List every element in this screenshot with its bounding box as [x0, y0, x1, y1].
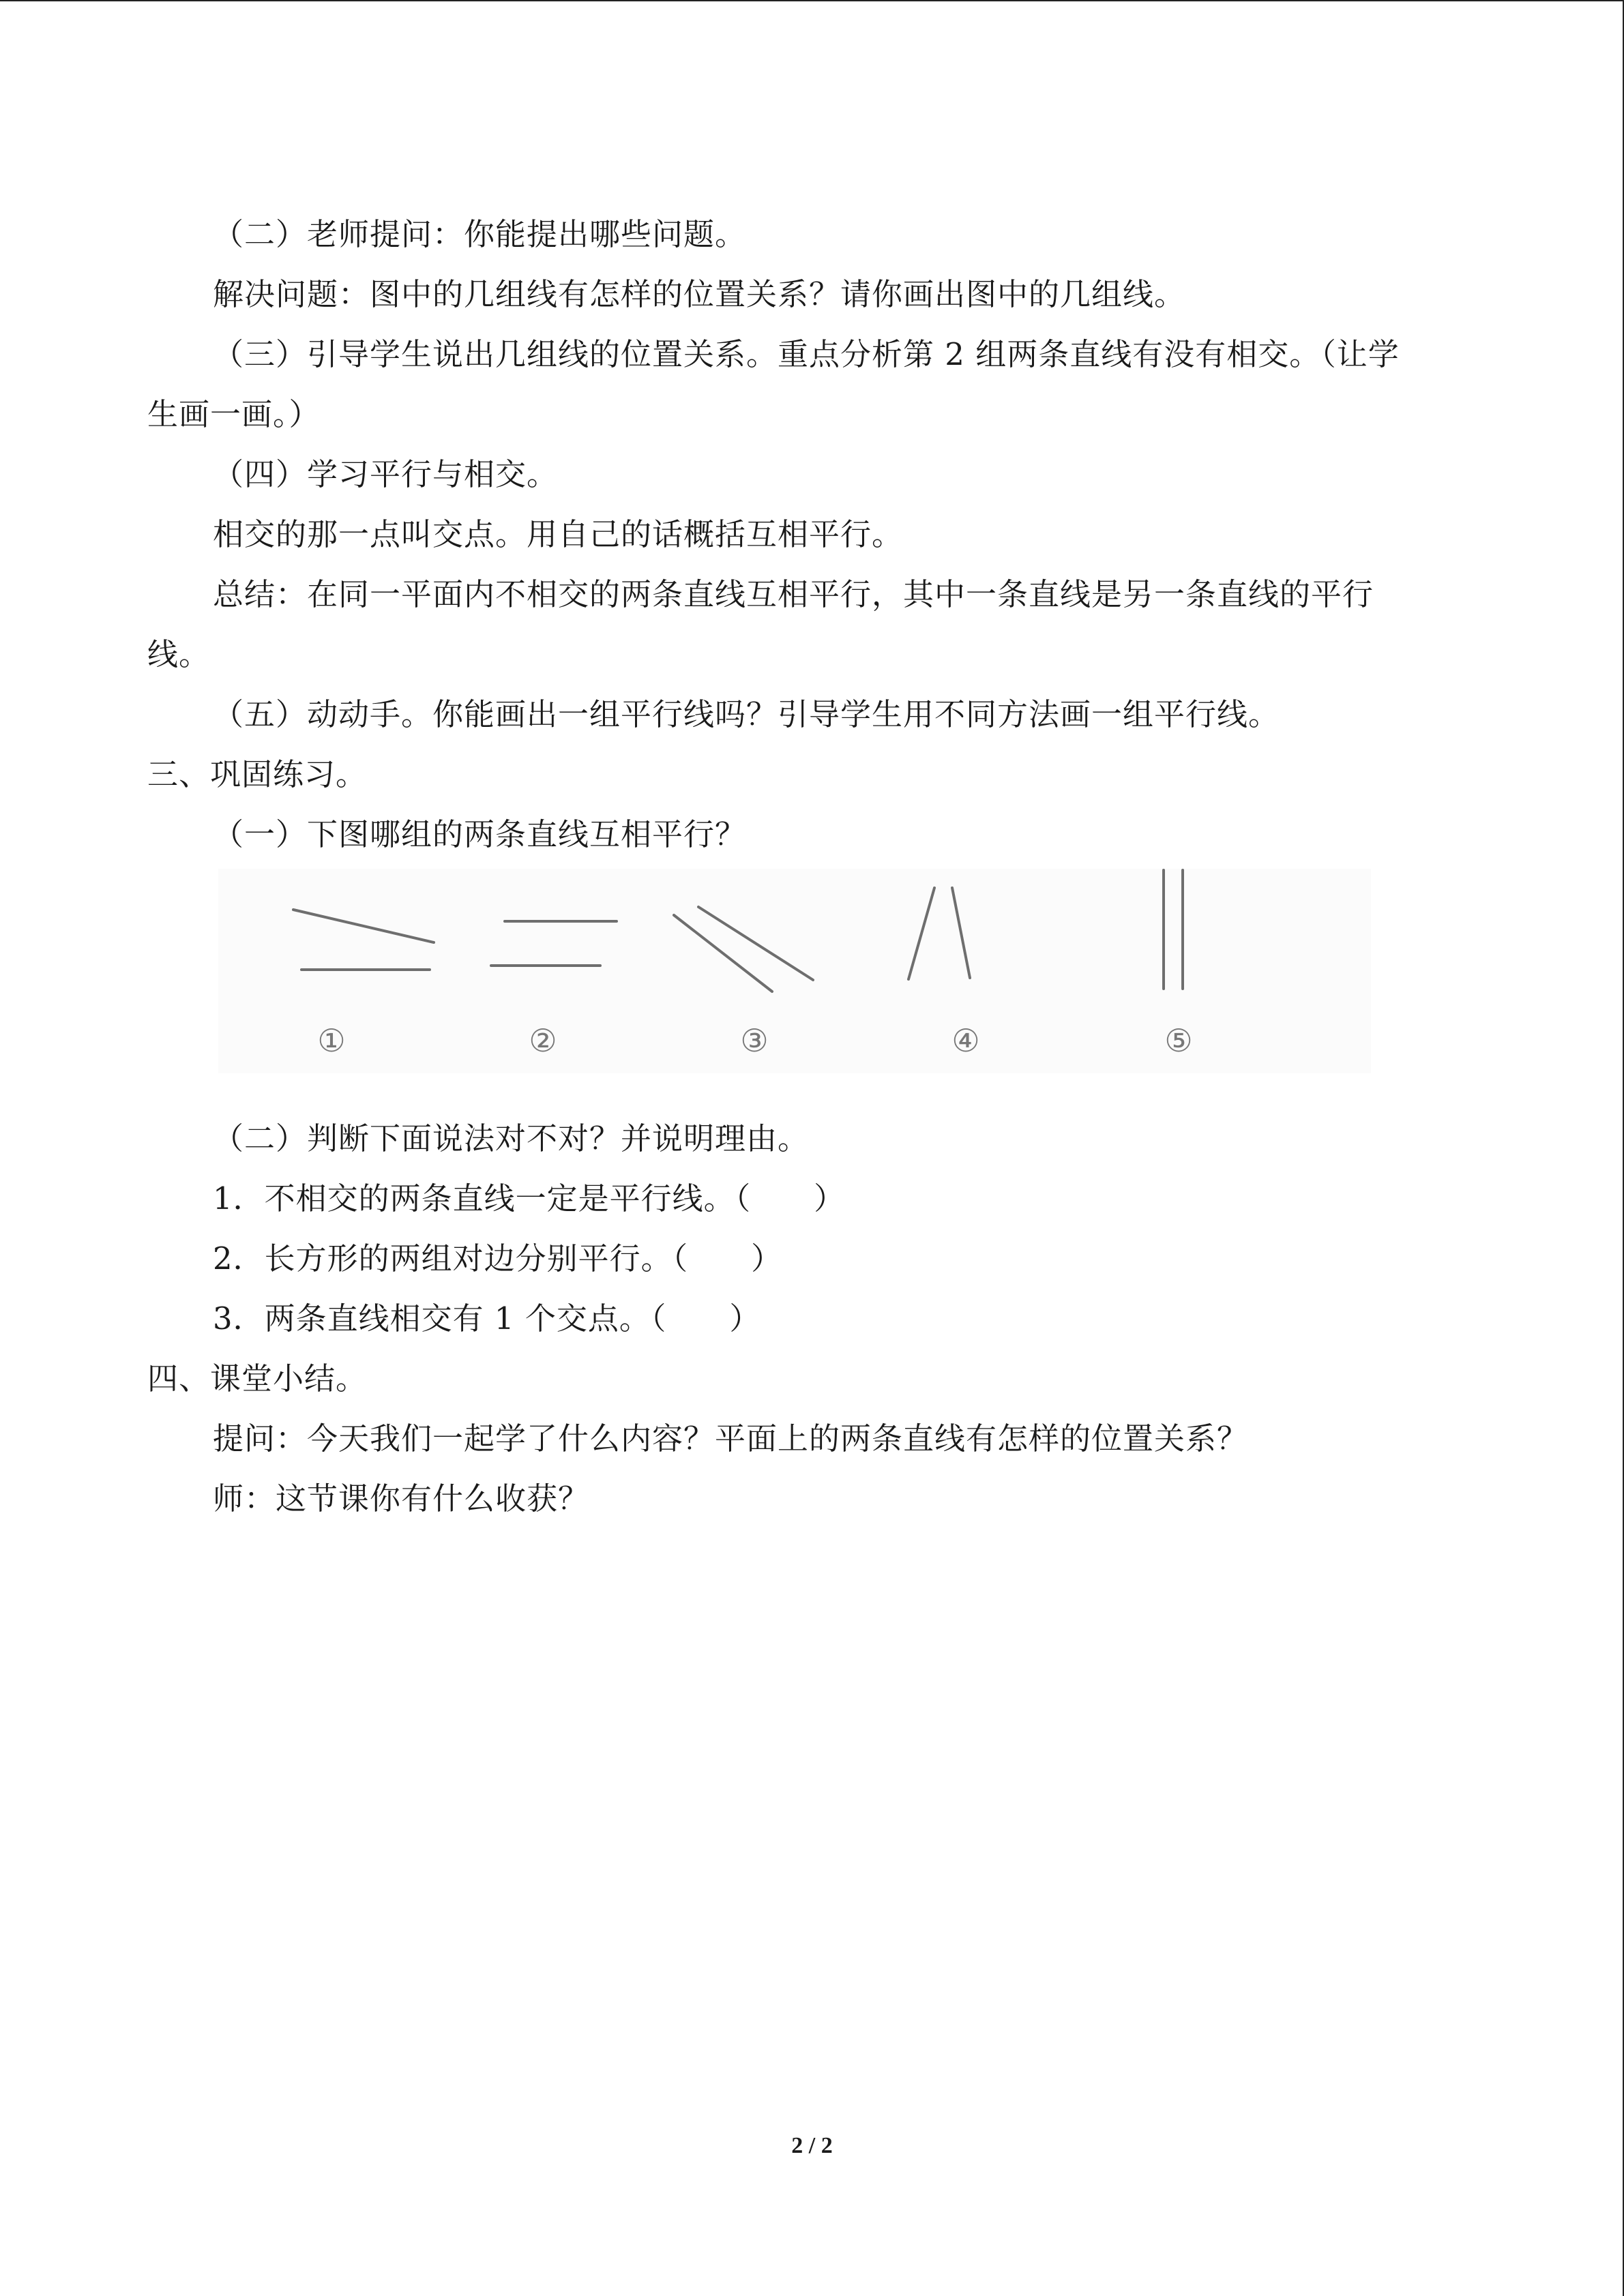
- pair3-line-right: [698, 907, 813, 980]
- paragraph-summary-line1: 总结：在同一平面内不相交的两条直线互相平行，其中一条直线是另一条直线的平行: [213, 576, 1374, 612]
- paragraph-teacher-question: （二）老师提问：你能提出哪些问题。: [213, 216, 747, 252]
- page-number: 2 / 2: [791, 2133, 833, 2158]
- question-judge-statements: （二）判断下面说法对不对？并说明理由。: [213, 1120, 810, 1157]
- judgement-item-1: 1．不相交的两条直线一定是平行线。（ ）: [213, 1180, 846, 1217]
- paragraph-teacher-harvest: 师：这节课你有什么收获？: [213, 1480, 590, 1517]
- figure-label-5: ⑤: [1164, 1022, 1193, 1059]
- document-body: [147, 205, 1457, 1529]
- pair4-line-left: [909, 888, 934, 979]
- paragraph-guide-students-line2: 生画一画。）: [147, 396, 321, 432]
- paragraph-guide-students-line1: （三）引导学生说出几组线的位置关系。重点分析第 2 组两条直线有没有相交。（让学: [213, 336, 1400, 372]
- line-pairs-figure: [218, 869, 1371, 1073]
- section-heading-summary: 四、课堂小结。: [147, 1360, 368, 1397]
- figure-label-4: ④: [951, 1022, 980, 1059]
- paragraph-review-question: 提问：今天我们一起学了什么内容？平面上的两条直线有怎样的位置关系？: [213, 1420, 1249, 1457]
- pair3-line-left: [674, 915, 772, 992]
- figure-label-2: ②: [529, 1022, 557, 1059]
- paragraph-hands-on: （五）动动手。你能画出一组平行线吗？引导学生用不同方法画一组平行线。: [213, 696, 1280, 732]
- judgement-item-2: 2．长方形的两组对边分别平行。（ ）: [213, 1240, 783, 1277]
- question-which-parallel: （一）下图哪组的两条直线互相平行？: [213, 816, 747, 852]
- pair1-line-top: [293, 910, 434, 942]
- paragraph-summary-line2: 线。: [147, 636, 211, 672]
- paragraph-learn-parallel: （四）学习平行与相交。: [213, 456, 559, 492]
- judgement-item-3: 3．两条直线相交有 1 个交点。（ ）: [213, 1300, 761, 1337]
- pair4-line-right: [952, 888, 970, 978]
- paragraph-solve-problem: 解决问题：图中的几组线有怎样的位置关系？请你画出图中的几组线。: [213, 276, 1186, 312]
- figure-label-1: ①: [317, 1022, 346, 1059]
- paragraph-intersection-point: 相交的那一点叫交点。用自己的话概括互相平行。: [213, 516, 904, 552]
- figure-label-3: ③: [740, 1022, 769, 1059]
- section-heading-practice: 三、巩固练习。: [147, 756, 368, 792]
